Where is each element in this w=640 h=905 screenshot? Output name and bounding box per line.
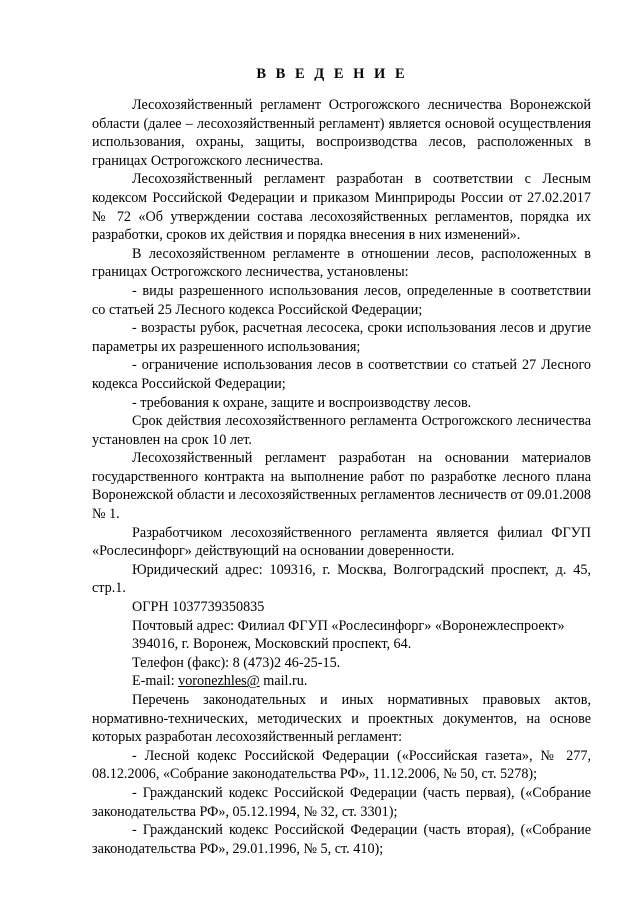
list-item-ages: - возрасты рубок, расчетная лесосека, сроки использования лесов и другие параметры их разрешенного использования;	[92, 320, 591, 355]
body-text	[92, 96, 591, 858]
postal-address-line-2: 394016, г. Воронеж, Московский проспект, 64.	[132, 636, 412, 653]
postal-address-line-1: Почтовый адрес: Филиал ФГУП «Рослесинфорг» «Воронежлеспроект»	[132, 617, 565, 634]
paragraph-intro: Лесохозяйственный регламент Острогожского лесничества Воронежской области (далее – лесохозяйственный регламент) является основой осуществления использования, охраны, защиты, воспроизводства лесов, расположенных в границах Острогожского лесничества.	[92, 97, 591, 169]
list-item-forest-code: - Лесной кодекс Российской Федерации («Российская газета», № 277, 08.12.2006, «Собрание законодательства РФ», 11.12.2006, № 50, ст. 5278);	[92, 747, 591, 783]
legal-address: Юридический адрес: 109316, г. Москва, Волгоградский проспект, д. 45, стр.1.	[92, 561, 591, 597]
list-item-civil-code-2: - Гражданский кодекс Российской Федерации (часть вторая), («Собрание законодательства РФ», 29.01.1996, № 5, ст. 410);	[92, 822, 591, 857]
list-item-restrictions: - ограничение использования лесов в соответствии со статьей 27 Лесного кодекса Российской Федерации;	[92, 357, 591, 392]
list-item-requirements: - требования к охране, защите и воспроизводству лесов.	[132, 394, 472, 411]
paragraph-materials: Лесохозяйственный регламент разработан на основании материалов государственного контракта на выполнение работ по разработке лесного плана Воронежской области и лесохозяйственных регламентов лесничеств от 09.01.2008 № 1.	[92, 450, 591, 523]
paragraph-developer: Разработчиком лесохозяйственного регламента является филиал ФГУП «Рослесинфорг» действующий на основании доверенности.	[92, 524, 591, 560]
phone-fax: Телефон (факс): 8 (473)2 46-25-15.	[132, 654, 341, 671]
email-line	[92, 672, 591, 691]
paragraph-list-intro: Перечень законодательных и иных нормативных правовых актов, нормативно-технических, методических и проектных документов, на основе которых разработан лесохозяйственный регламент:	[92, 692, 591, 746]
email-label: E-mail:	[132, 673, 179, 690]
paragraph-term: Срок действия лесохозяйственного регламента Острогожского лесничества установлен на срок 10 лет.	[92, 413, 591, 448]
list-item-civil-code-1: - Гражданский кодекс Российской Федерации (часть первая), («Собрание законодательства РФ», 05.12.1994, № 32, ст. 3301);	[92, 784, 591, 820]
ogrn-number: ОГРН 1037739350835	[132, 599, 265, 616]
paragraph-basis: Лесохозяйственный регламент разработан в соответствии с Лесным кодексом Российской Федерации и приказом Минприроды России от 27.02.2017 № 72 «Об утверждении состава лесохозяйственных регламентов, порядка их разработки, сроков их действия и порядка внесения в них изменений».	[92, 171, 591, 244]
email-link[interactable]: voronezhles@	[178, 673, 260, 690]
list-item-uses: - виды разрешенного использования лесов, определенные в соответствии со статьей 25 Лесного кодекса Российской Федерации;	[92, 282, 591, 318]
paragraph-established: В лесохозяйственном регламенте в отношении лесов, расположенных в границах Острогожского лесничества, установлены:	[92, 245, 591, 281]
page-title: В В Е Д Е Н И Е	[256, 66, 408, 82]
email-domain: mail.ru.	[259, 673, 308, 690]
